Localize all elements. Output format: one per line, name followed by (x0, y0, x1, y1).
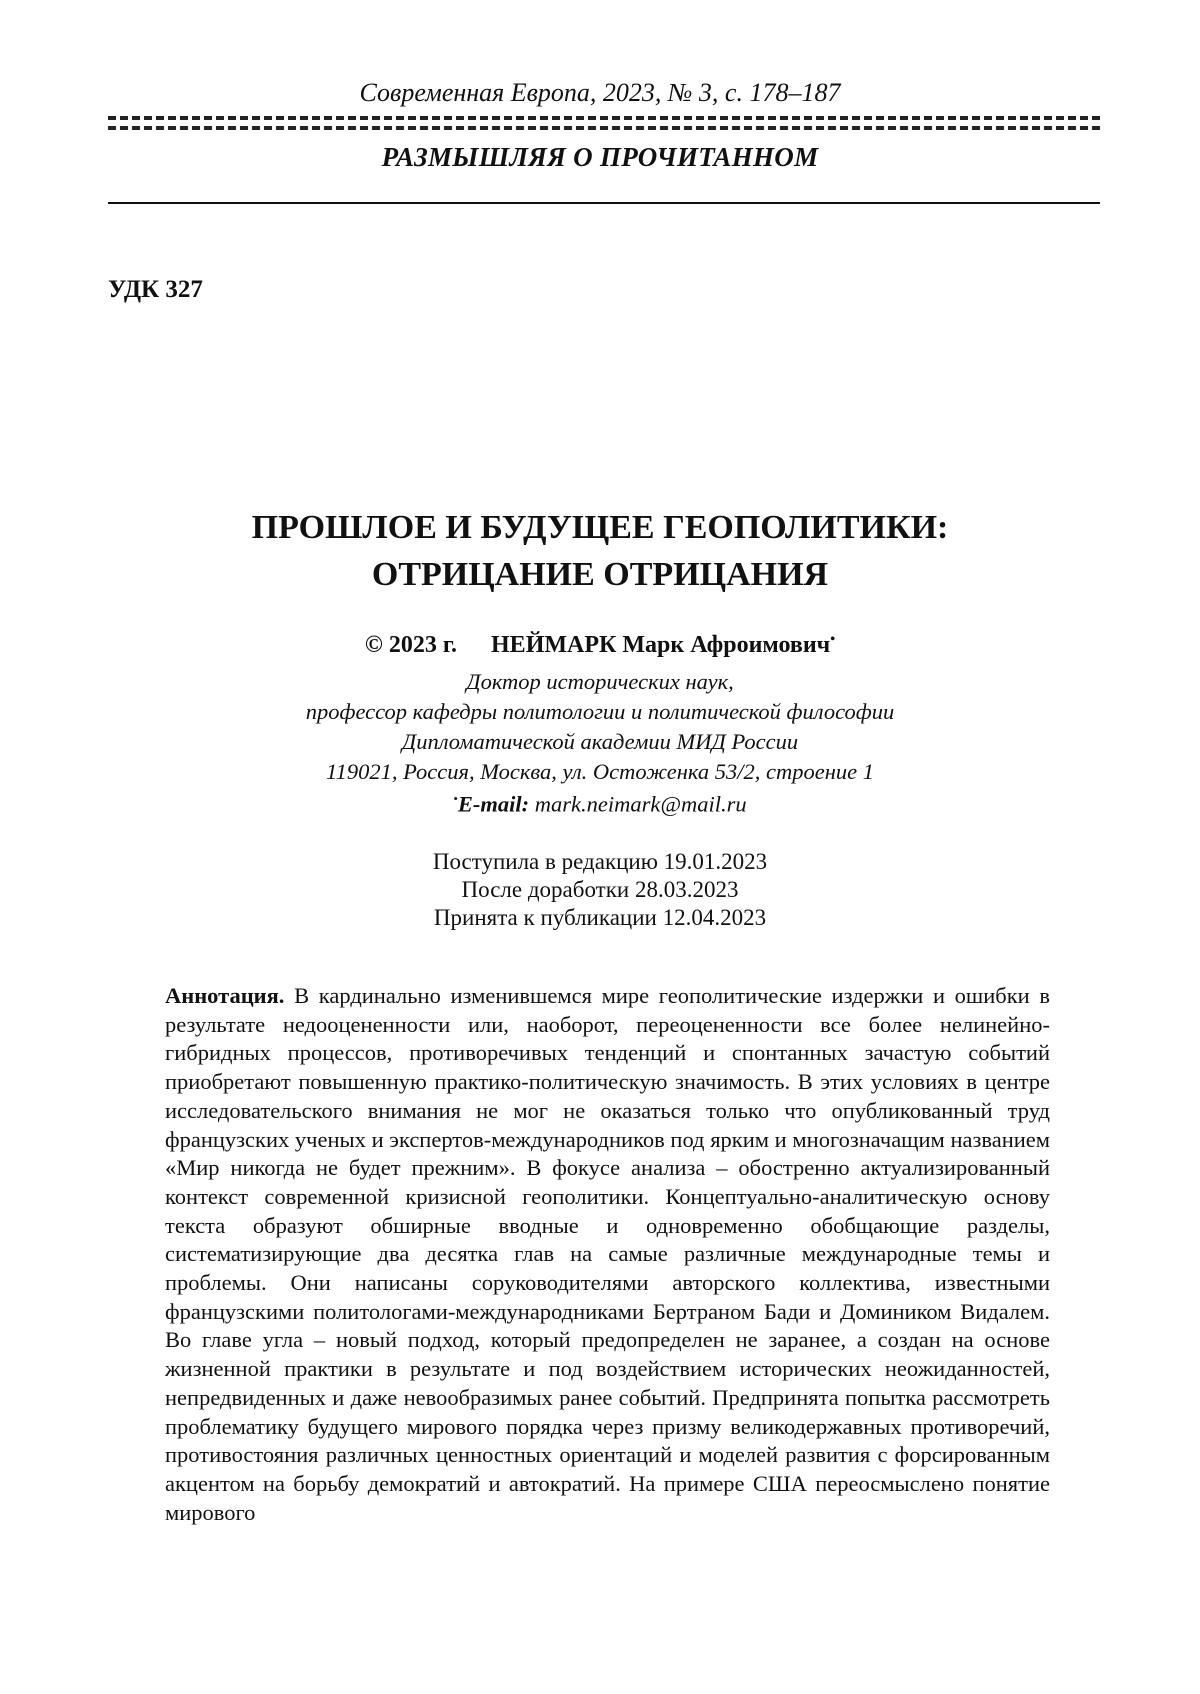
footnote-marker: • (830, 632, 836, 647)
double-rule-divider (108, 116, 1100, 130)
affiliation-institution: Дипломатической академии МИД России (401, 729, 799, 754)
article-title-line-1: ПРОШЛОЕ И БУДУЩЕЕ ГЕОПОЛИТИКИ: (251, 509, 949, 546)
author-email-line (0, 791, 1200, 818)
abstract (165, 982, 1050, 1527)
email-label: E-mail: (457, 791, 530, 817)
author-name: НЕЙМАРК Марк Афроимович (491, 632, 831, 658)
affiliation-degree: Доктор исторических наук, (466, 669, 734, 694)
copyright-year: © 2023 г. (364, 632, 458, 658)
header-rule-divider (108, 202, 1100, 204)
abstract-label: Аннотация. (165, 983, 285, 1008)
article-title-line-2: ОТРИЦАНИЕ ОТРИЦАНИЯ (371, 556, 829, 593)
date-revised: После доработки 28.03.2023 (461, 877, 739, 902)
journal-header: Современная Европа, 2023, № 3, с. 178–187 (359, 78, 841, 107)
udk-code: УДК 327 (108, 276, 203, 303)
footnote-marker: • (453, 791, 458, 806)
date-accepted: Принята к публикации 12.04.2023 (433, 905, 767, 930)
email-address[interactable]: mark.neimark@mail.ru (534, 791, 747, 817)
date-received: Поступила в редакцию 19.01.2023 (432, 849, 768, 874)
section-title: РАЗМЫШЛЯЯ О ПРОЧИТАННОМ (381, 142, 819, 172)
affiliation-position: профессор кафедры политологии и политической философии (305, 699, 895, 724)
abstract-text: В кардинально изменившемся мире геополитические издержки и ошибки в результате недооцененности или, наоборот, переоцененности все более нелинейно-гибридных процессов, противоречивых тенденций и спонтанных зачастую событий приобретают повышенную практико-политическую значимость. В этих условиях в центре исследовательского внимания не мог не оказаться только что опубликованный труд французских ученых и экспертов-международников под ярким и многозначащим названием «Мир никогда не будет прежним». В фокусе анализа – обостренно актуализированный контекст современной кризисной геополитики. Концептуально-аналитическую основу текста образуют обширные вводные и одновременно обобщающие разделы, систематизирующие два десятка глав на самые различные международные темы и проблемы. Они написаны соруководителями авторского коллектива, известными французскими политологами-международниками Бертраном Бади и Домиником Видалем. Во главе угла – новый подход, который предопределен не заранее, а создан на основе жизненной практики в результате и под воздействием исторических неожиданностей, непредвиденных и даже невообразимых ранее событий. Предпринята попытка рассмотреть проблематику будущего мирового порядка через призму великодержавных противоречий, противостояния различных ценностных ориентаций и моделей развития с форсированным акцентом на борьбу демократий и автократий. На примере США переосмыслено понятие мирового (165, 983, 1050, 1525)
author-line (0, 632, 1200, 659)
affiliation-address: 119021, Россия, Москва, ул. Остоженка 53/2, строение 1 (326, 759, 874, 784)
